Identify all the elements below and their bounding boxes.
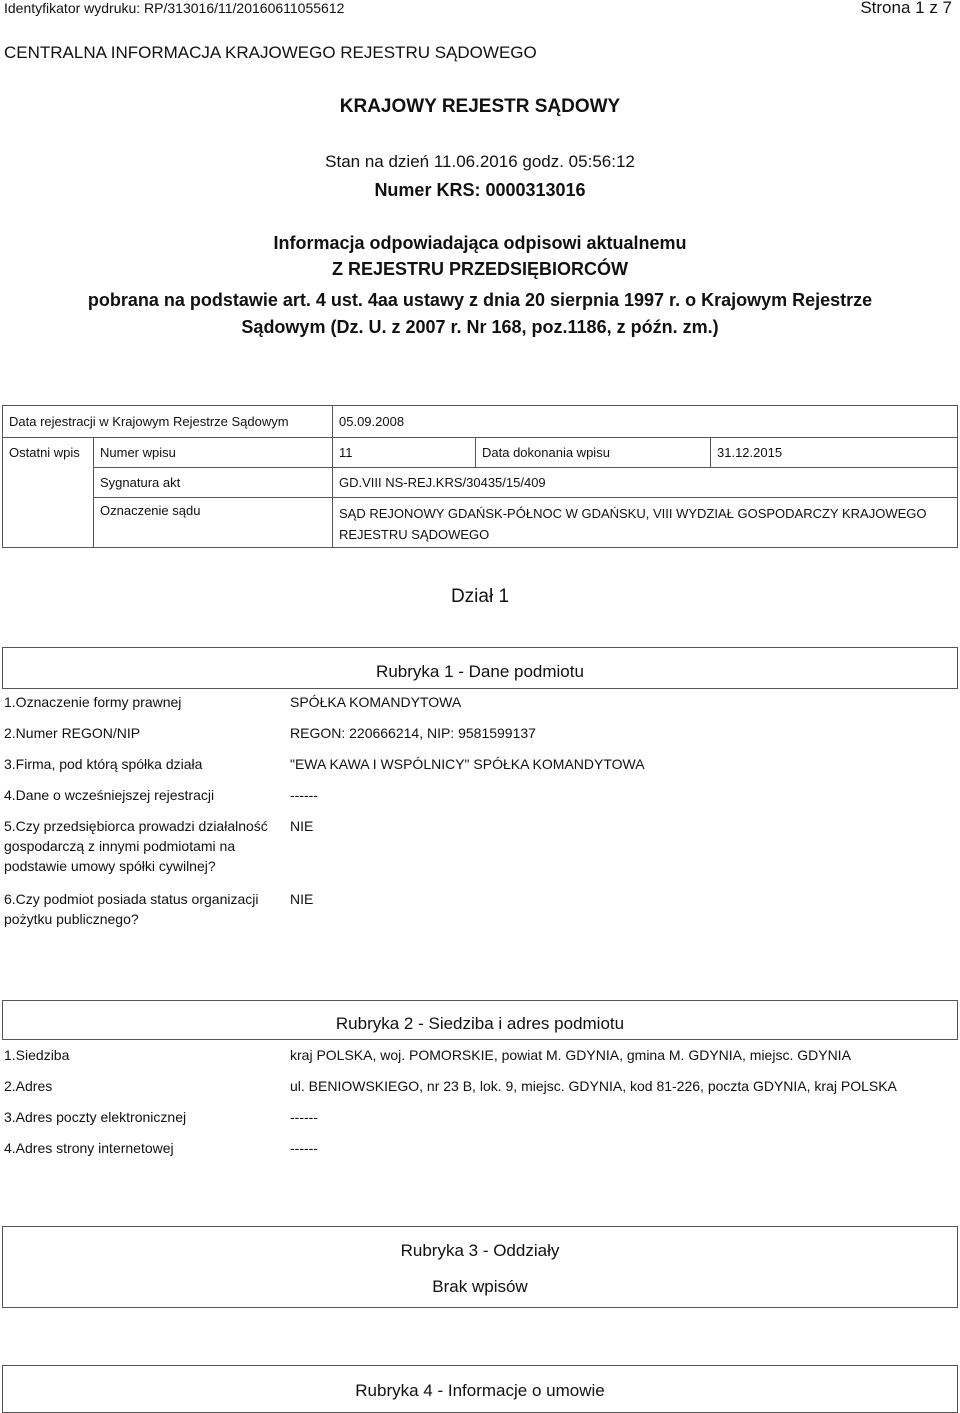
website-value: ------ <box>290 1140 318 1156</box>
email-label: 3.Adres poczty elektronicznej <box>4 1109 187 1125</box>
rubryka-4-title: Rubryka 4 - Informacje o umowie <box>355 1381 605 1400</box>
email-value: ------ <box>290 1109 318 1125</box>
rubryka-3-box <box>2 1226 958 1308</box>
firm-label: 3.Firma, pod którą spółka działa <box>4 756 203 772</box>
regon-value: REGON: 220666214, NIP: 9581599137 <box>290 725 536 741</box>
rubryka-1-title: Rubryka 1 - Dane podmiotu <box>376 662 584 681</box>
rubryka-2-header <box>2 1000 958 1040</box>
address-value: ul. BENIOWSKIEGO, nr 23 B, lok. 9, miejsc. GDYNIA, kod 81-226, poczta GDYNIA, kraj POLSKA <box>290 1078 897 1094</box>
legal-basis-line-2: Sądowym (Dz. U. z 2007 r. Nr 168, poz.1186, z późn. zm.) <box>241 317 719 337</box>
signature-label: Sygnatura akt <box>94 468 333 498</box>
civil-partnership-label-line-2: gospodarczą z innymi podmiotami na <box>4 838 236 854</box>
court-value <box>333 498 958 548</box>
civil-partnership-label <box>4 816 274 876</box>
entry-number-label: Numer wpisu <box>94 438 333 468</box>
public-benefit-label <box>4 889 274 929</box>
seat-label: 1.Siedziba <box>4 1047 70 1063</box>
rubryka-3-title: Rubryka 3 - Oddziały <box>400 1241 560 1260</box>
info-line-2: Z REJESTRU PRZEDSIĘBIORCÓW <box>331 259 629 279</box>
public-benefit-label-line-1: 6.Czy podmiot posiada status organizacji <box>4 891 259 907</box>
prior-registration-label: 4.Dane o wcześniejszej rejestracji <box>4 787 215 803</box>
registration-date-value: 05.09.2008 <box>333 406 958 438</box>
firm-value: "EWA KAWA I WSPÓLNICY" SPÓŁKA KOMANDYTOWA <box>290 756 645 772</box>
rubryka-1-header <box>2 647 958 689</box>
as-of-date: Stan na dzień 11.06.2016 godz. 05:56:12 <box>325 152 635 171</box>
section-title: Dział 1 <box>450 586 510 607</box>
registration-table <box>2 405 958 548</box>
form-label: 1.Oznaczenie formy prawnej <box>4 694 182 710</box>
info-line-1: Informacja odpowiadająca odpisowi aktualnemu <box>273 233 687 253</box>
entry-number-value: 11 <box>333 438 476 468</box>
krs-number: Numer KRS: 0000313016 <box>374 180 586 200</box>
regon-label: 2.Numer REGON/NIP <box>4 725 141 741</box>
public-benefit-value: NIE <box>290 891 314 907</box>
registry-title: KRAJOWY REJESTR SĄDOWY <box>339 96 621 117</box>
court-label: Oznaczenie sądu <box>94 498 333 548</box>
institution-name: CENTRALNA INFORMACJA KRAJOWEGO REJESTRU SĄDOWEGO <box>4 43 537 62</box>
prior-registration-value: ------ <box>290 787 318 803</box>
court-value-line-1: SĄD REJONOWY GDAŃSK-PÓŁNOC W GDAŃSKU, VIII WYDZIAŁ GOSPODARCZY KRAJOWEGO <box>339 506 927 521</box>
legal-basis <box>0 287 960 341</box>
entry-date-value: 31.12.2015 <box>711 438 958 468</box>
page-number: Strona 1 z 7 <box>860 0 952 17</box>
seat-value: kraj POLSKA, woj. POMORSKIE, powiat M. GDYNIA, gmina M. GDYNIA, miejsc. GDYNIA <box>290 1047 851 1063</box>
civil-partnership-label-line-1: 5.Czy przedsiębiorca prowadzi działalność <box>4 818 268 834</box>
court-value-line-2: REJESTRU SĄDOWEGO <box>339 527 490 542</box>
rubryka-3-value: Brak wpisów <box>432 1277 528 1296</box>
public-benefit-label-line-2: pożytku publicznego? <box>4 911 139 927</box>
website-label: 4.Adres strony internetowej <box>4 1140 174 1156</box>
print-identifier: Identyfikator wydruku: RP/313016/11/20160611055612 <box>4 0 345 16</box>
last-entry-label: Ostatni wpis <box>3 438 94 548</box>
entry-date-label: Data dokonania wpisu <box>476 438 711 468</box>
registration-date-label: Data rejestracji w Krajowym Rejestrze Sądowym <box>3 406 333 438</box>
address-label: 2.Adres <box>4 1078 53 1094</box>
signature-value: GD.VIII NS-REJ.KRS/30435/15/409 <box>333 468 958 498</box>
rubryka-2-title: Rubryka 2 - Siedziba i adres podmiotu <box>335 1014 625 1033</box>
legal-basis-line-1: pobrana na podstawie art. 4 ust. 4aa ustawy z dnia 20 sierpnia 1997 r. o Krajowym Rejestrze <box>87 290 873 310</box>
civil-partnership-value: NIE <box>290 818 314 834</box>
civil-partnership-label-line-3: podstawie umowy spółki cywilnej? <box>4 858 216 874</box>
form-value: SPÓŁKA KOMANDYTOWA <box>290 694 462 710</box>
